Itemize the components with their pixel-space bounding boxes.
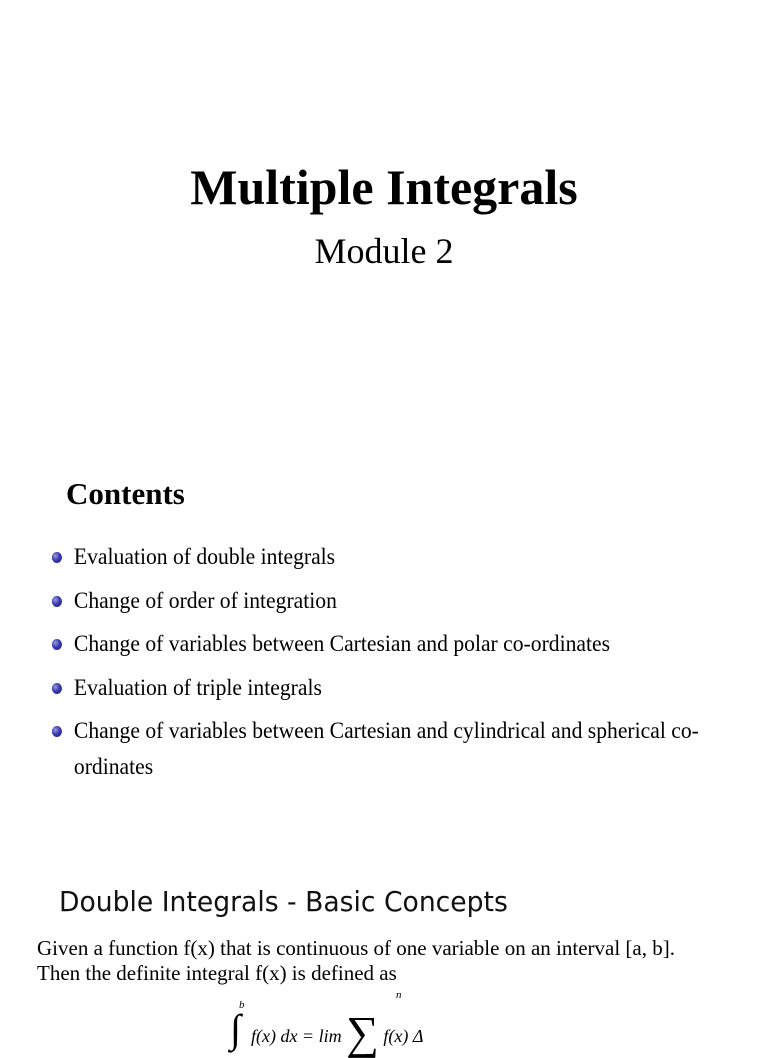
integral-sign: ∫ — [230, 1006, 241, 1051]
slide-title: Multiple Integrals — [190, 159, 578, 215]
contents-item — [50, 539, 694, 575]
section-heading: Double Integrals - Basic Concepts — [59, 885, 508, 918]
contents-item-label: Evaluation of triple integrals — [73, 674, 322, 701]
integral-upper-limit: b — [238, 999, 245, 1011]
formula-summand: f(x) Δ — [383, 1026, 424, 1046]
formula-integrand: f(x) dx = lim — [250, 1026, 342, 1046]
contents-list — [50, 539, 750, 793]
contents-item — [50, 583, 694, 619]
paragraph-line: Given a function f(x) that is continuous of one variable on an interval [a, b]. — [37, 936, 675, 960]
contents-item — [50, 713, 700, 785]
slide-subtitle: Module 2 — [314, 231, 454, 271]
bullet-icon — [52, 552, 62, 563]
contents-heading: Contents — [66, 476, 185, 511]
contents-item-label: Change of variables between Cartesian and cylindrical and spherical co-ordinates — [73, 718, 699, 780]
paragraph-line: Then the definite integral f(x) is defined as — [37, 961, 397, 985]
contents-item-label: Change of variables between Cartesian and polar co-ordinates — [73, 631, 611, 657]
summation-sign: ∑ — [346, 1007, 379, 1058]
contents-item-label: Change of order of integration — [73, 587, 337, 614]
section-paragraph — [37, 936, 757, 986]
bullet-icon — [52, 683, 62, 694]
bullet-icon — [52, 596, 62, 607]
contents-item — [50, 670, 694, 706]
definite-integral-formula — [230, 989, 424, 1058]
summation-upper-limit: n — [396, 989, 402, 1001]
bullet-icon — [52, 639, 62, 650]
contents-item — [50, 626, 694, 662]
bullet-icon — [52, 726, 62, 737]
contents-item-label: Evaluation of double integrals — [73, 544, 336, 570]
